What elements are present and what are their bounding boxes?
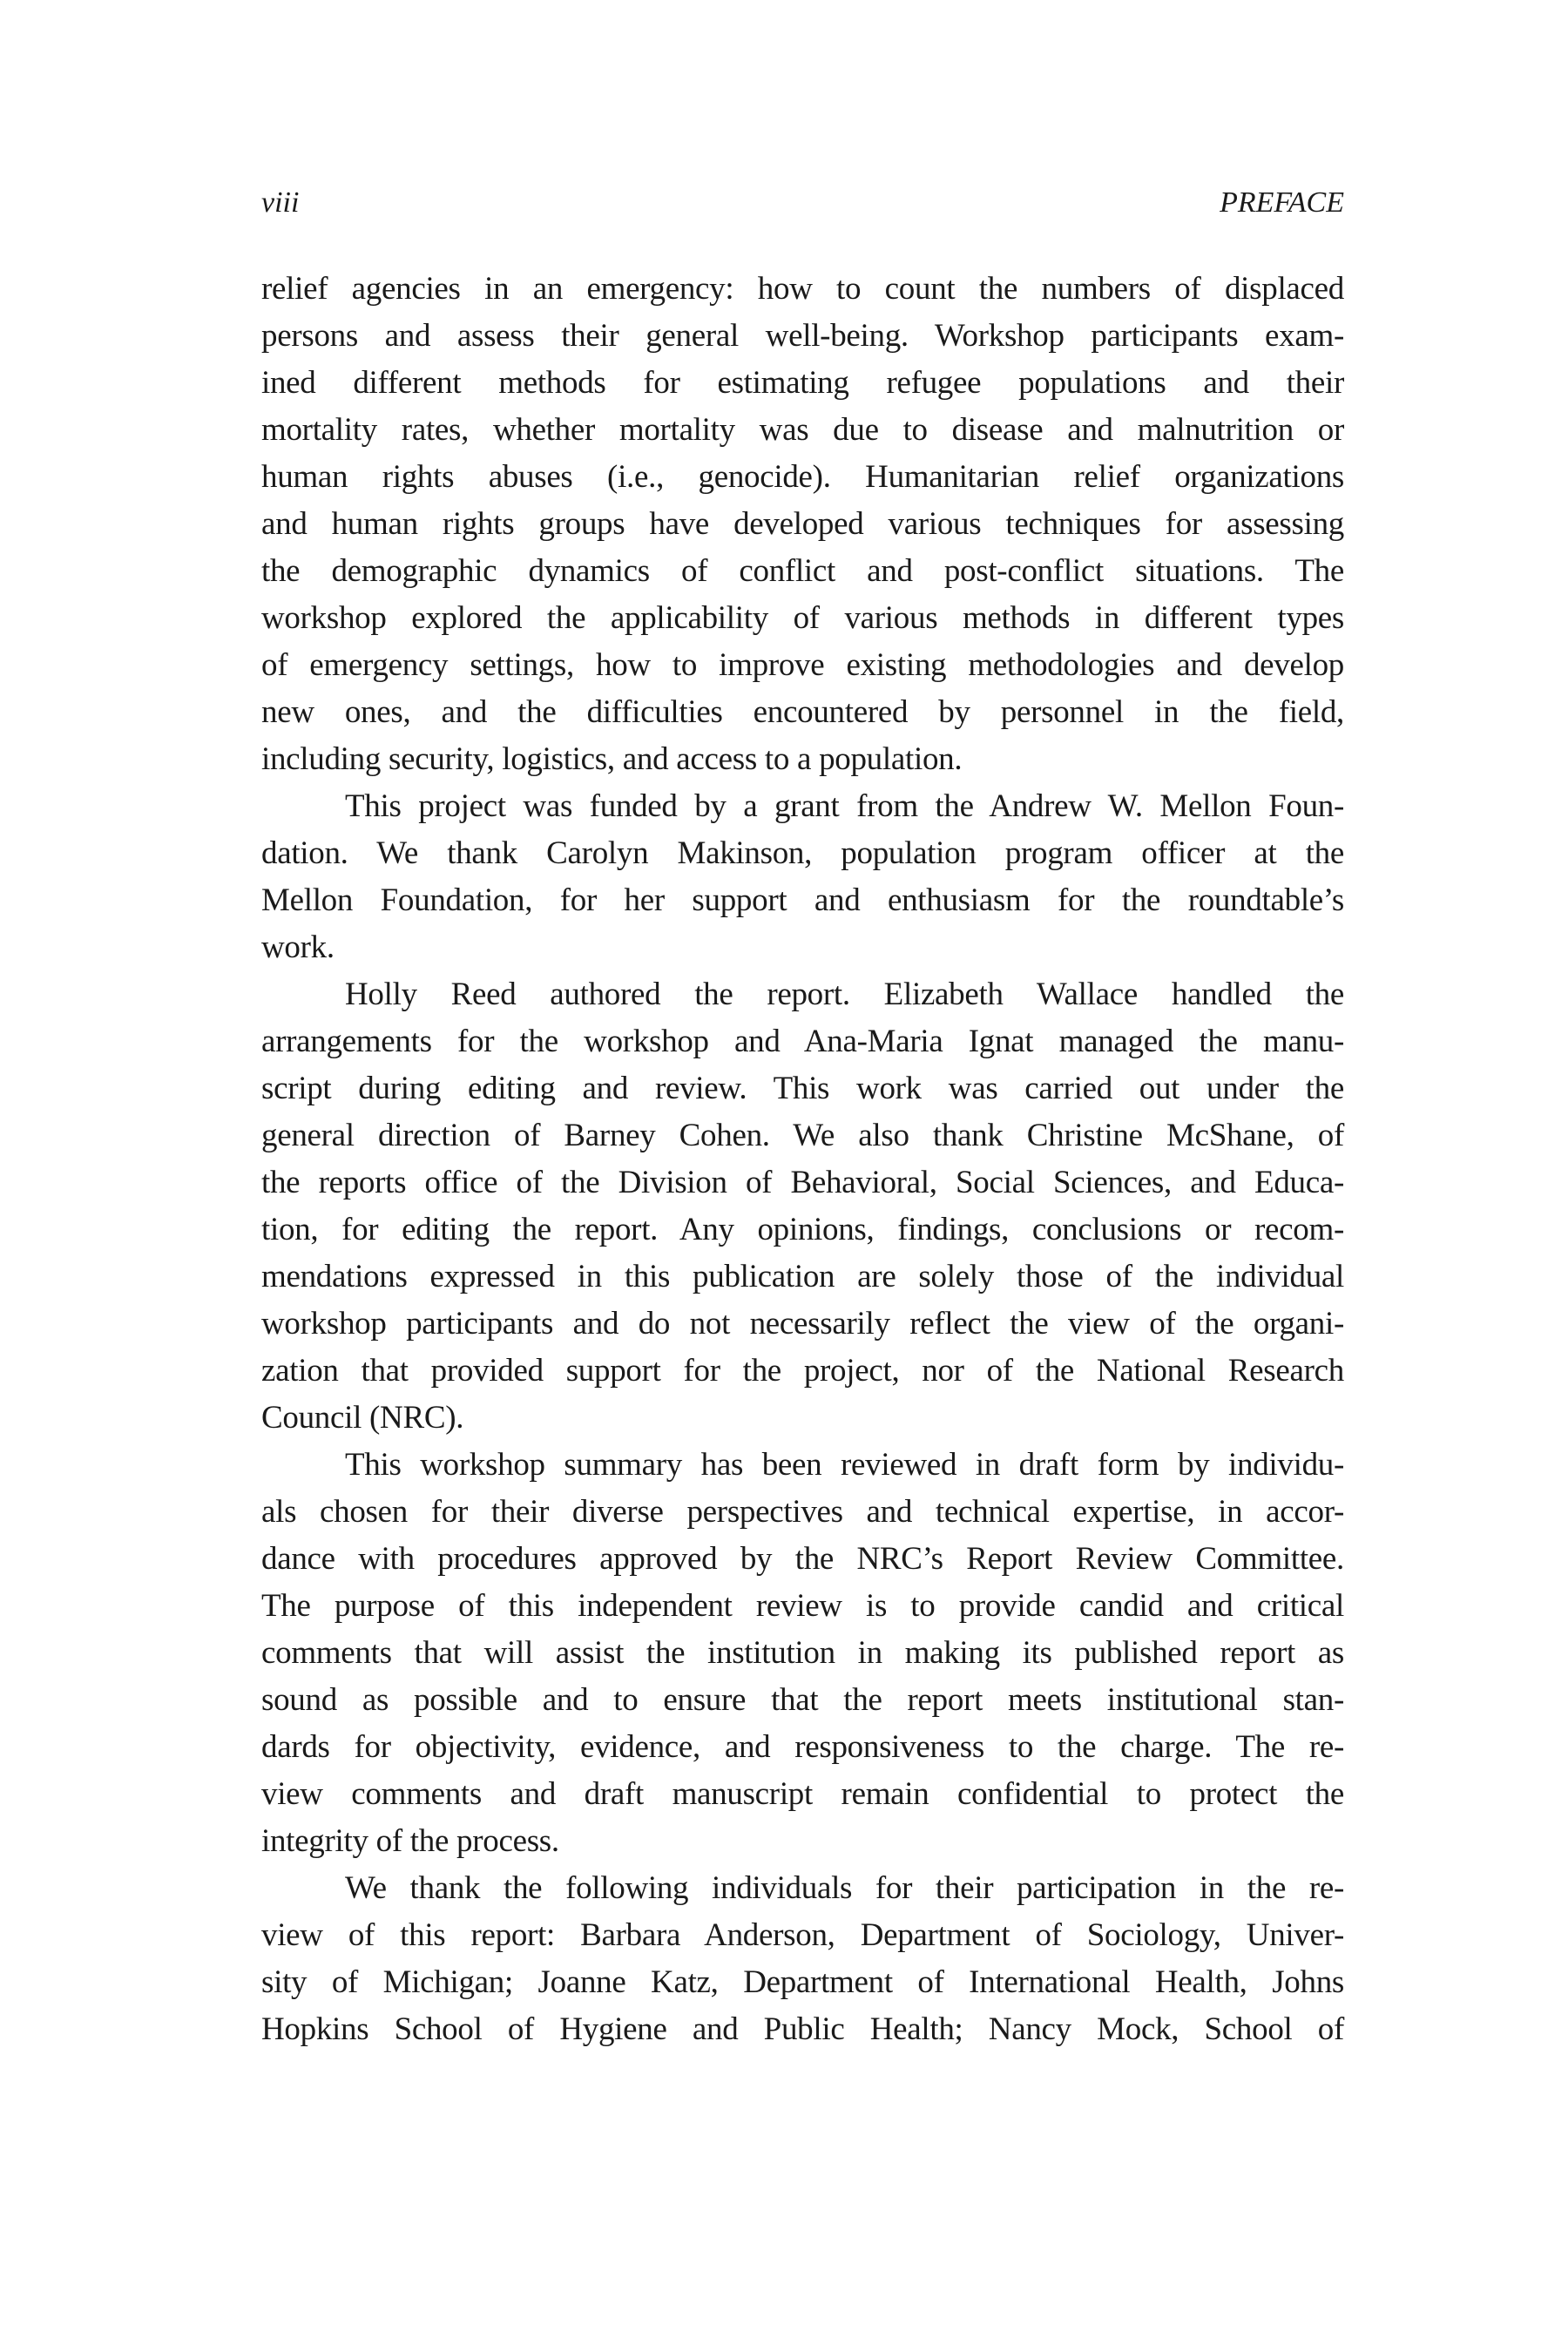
text-line: We thank the following individuals for their participation in the re- — [345, 1870, 1344, 1906]
text-line: The purpose of this independent review is to provide candid and critical — [261, 1588, 1344, 1624]
text-line: sity of Michigan; Joanne Katz, Department of International Health, Johns — [261, 1964, 1344, 2000]
text-line: arrangements for the workshop and Ana-Maria Ignat managed the manu- — [261, 1024, 1344, 1059]
text-line: mendations expressed in this publication are solely those of the individual — [261, 1259, 1344, 1294]
text-line: als chosen for their diverse perspectives and technical expertise, in accor- — [261, 1494, 1344, 1530]
text-line: script during editing and review. This work was carried out under the — [261, 1071, 1344, 1106]
text-line: general direction of Barney Cohen. We also thank Christine McShane, of — [261, 1118, 1344, 1153]
text-line: workshop participants and do not necessarily reflect the view of the organi- — [261, 1306, 1344, 1342]
text-line: This project was funded by a grant from the Andrew W. Mellon Foun- — [345, 788, 1344, 824]
text-line: human rights abuses (i.e., genocide). Humanitarian relief organizations — [261, 459, 1344, 495]
text-line: comments that will assist the institution in making its published report as — [261, 1635, 1344, 1671]
text-line: mortality rates, whether mortality was due to disease and malnutrition or — [261, 412, 1344, 448]
paragraph — [261, 1865, 1344, 2053]
text-line: the demographic dynamics of conflict and post-conflict situations. The — [261, 553, 1344, 589]
text-line: workshop explored the applicability of various methods in different types — [261, 600, 1344, 636]
text-line: the reports office of the Division of Behavioral, Social Sciences, and Educa- — [261, 1165, 1344, 1200]
page-number: viii — [261, 186, 300, 219]
text-line: view of this report: Barbara Anderson, Department of Sociology, Univer- — [261, 1917, 1344, 1953]
text-line: new ones, and the difficulties encountered by personnel in the field, — [261, 694, 1344, 730]
text-line: Holly Reed authored the report. Elizabeth Wallace handled the — [345, 977, 1344, 1012]
text-line: ined different methods for estimating refugee populations and their — [261, 365, 1344, 401]
text-line: view comments and draft manuscript remain confidential to protect the — [261, 1776, 1344, 1812]
running-head — [261, 186, 1344, 226]
text-line: work. — [261, 929, 335, 965]
paragraph — [261, 971, 1344, 1442]
text-line: of emergency settings, how to improve existing methodologies and develop — [261, 647, 1344, 683]
text-line: Mellon Foundation, for her support and enthusiasm for the roundtable’s — [261, 882, 1344, 918]
text-line: including security, logistics, and access to a population. — [261, 741, 963, 777]
text-line: Hopkins School of Hygiene and Public Health; Nancy Mock, School of — [261, 2011, 1344, 2047]
text-line: persons and assess their general well-being. Workshop participants exam- — [261, 318, 1344, 354]
section-title: PREFACE — [1220, 186, 1344, 219]
text-line: dance with procedures approved by the NRC’s Report Review Committee. — [261, 1541, 1344, 1577]
text-line: tion, for editing the report. Any opinions, findings, conclusions or recom- — [261, 1212, 1344, 1247]
text-line: Council (NRC). — [261, 1400, 464, 1436]
text-line: This workshop summary has been reviewed in draft form by individu- — [345, 1447, 1344, 1483]
text-line: integrity of the process. — [261, 1823, 559, 1859]
paragraph — [261, 1442, 1344, 1865]
text-line: dation. We thank Carolyn Makinson, population program officer at the — [261, 835, 1344, 871]
text-line: dards for objectivity, evidence, and responsiveness to the charge. The re- — [261, 1729, 1344, 1765]
text-line: sound as possible and to ensure that the report meets institutional stan- — [261, 1682, 1344, 1718]
paragraph — [261, 783, 1344, 971]
body-text — [261, 266, 1344, 2053]
text-line: and human rights groups have developed various techniques for assessing — [261, 506, 1344, 542]
text-line: relief agencies in an emergency: how to count the numbers of displaced — [261, 271, 1344, 307]
text-line: zation that provided support for the project, nor of the National Research — [261, 1353, 1344, 1389]
paragraph — [261, 266, 1344, 783]
